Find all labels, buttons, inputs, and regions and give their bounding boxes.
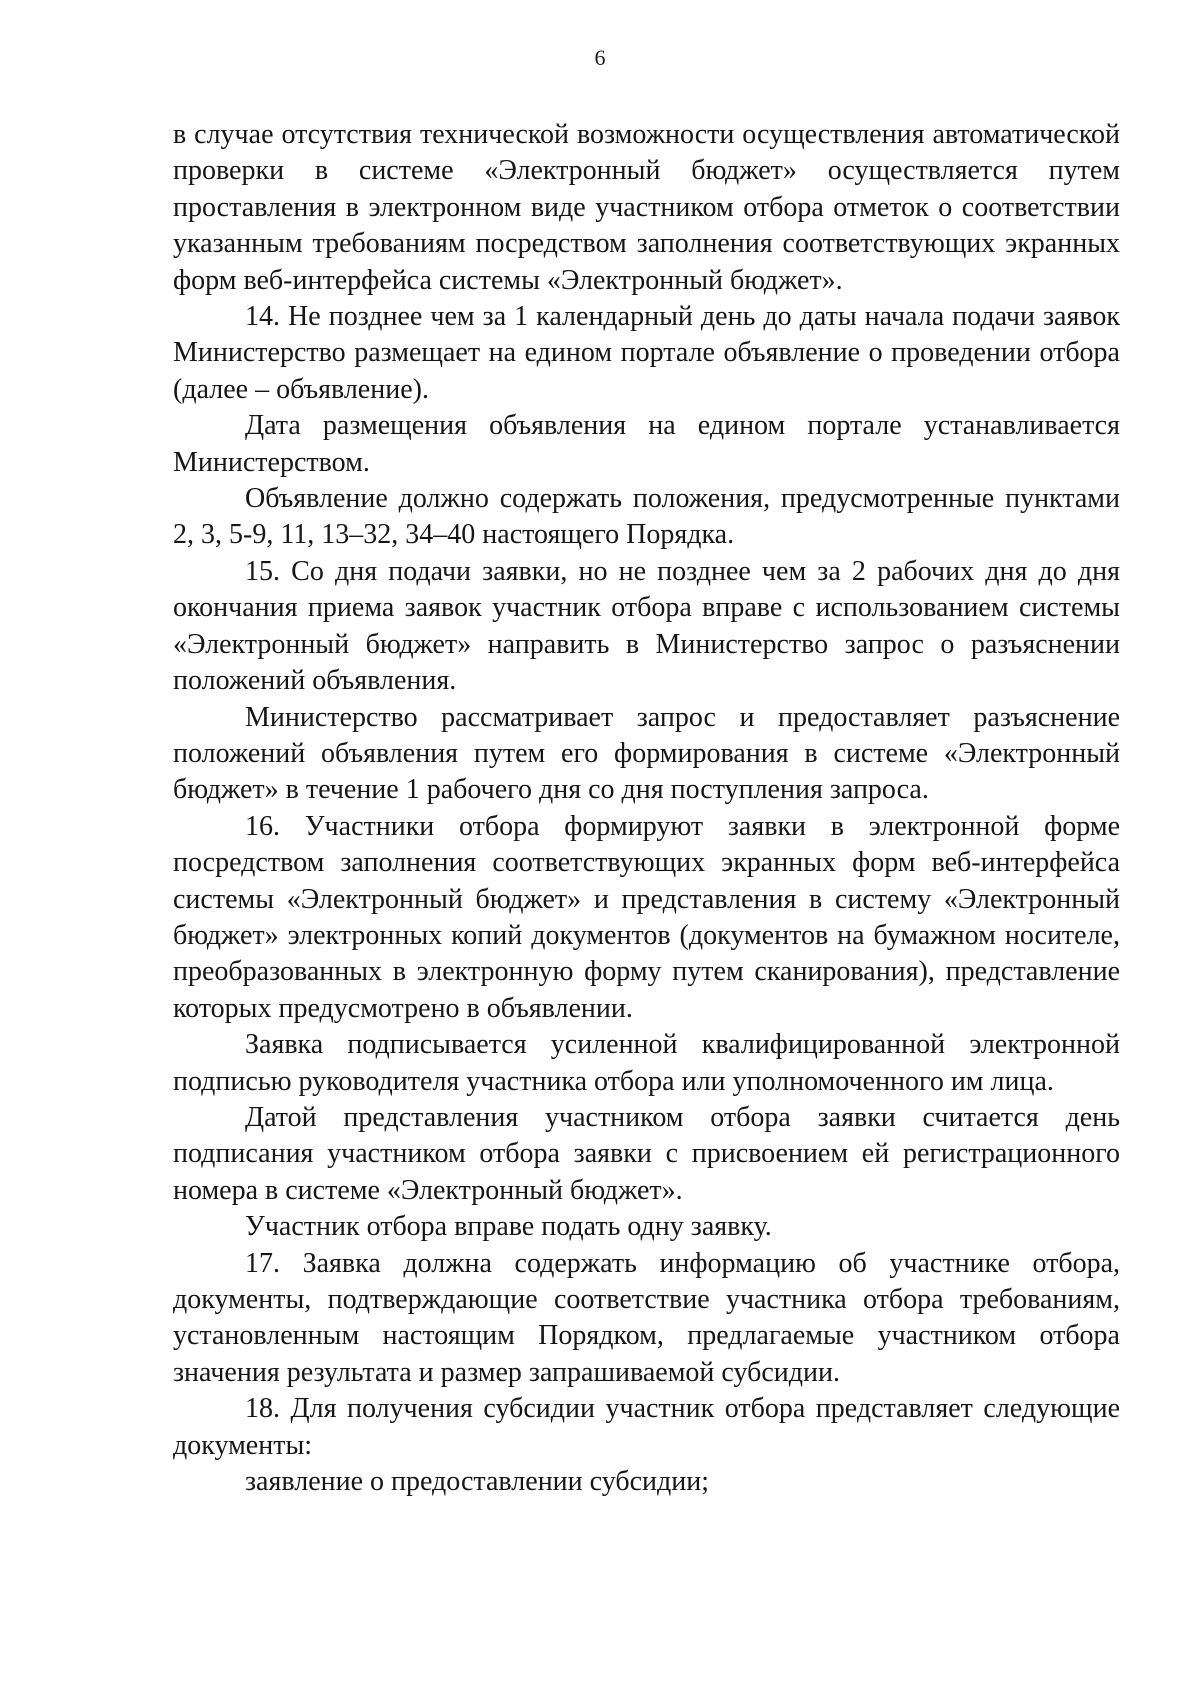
paragraph-one-application: Участник отбора вправе подать одну заявку.	[245, 1211, 772, 1243]
paragraph-item-17: 17. Заявка должна содержать информацию об участнике отбора, документы, подтверждающие соответствие участника отбора требованиям, установленным настоящим Порядком, предлагаемые участником отбора значения результата и размер запрашиваемой субсидии.	[173, 1247, 1120, 1388]
paragraph-item-15: 15. Со дня подачи заявки, но не позднее чем за 2 рабочих дня до дня окончания приема заявок участник отбора вправе с использованием системы «Электронный бюджет» направить в Министерство запрос о разъяснении положений объявления.	[173, 555, 1120, 697]
paragraph-announcement-content: Объявление должно содержать положения, предусмотренные пунктами 2, 3, 5-9, 11, 13–32, 34–40 настоящего Порядка.	[173, 483, 1120, 551]
paragraph-item-16: 16. Участники отбора формируют заявки в электронной форме посредством заполнения соответствующих экранных форм веб-интерфейса системы «Электронный бюджет» и представления в систему «Электронный бюджет» электронных копий документов (документов на бумажном носителе, преобразованных в электронную форму путем сканирования), представление которых предусмотрено в объявлении.	[173, 810, 1120, 1024]
paragraph-list-item-application: заявление о предоставлении субсидии;	[245, 1466, 709, 1498]
paragraph-clarification: Министерство рассматривает запрос и предоставляет разъяснение положений объявления путем его формирования в системе «Электронный бюджет» в течение 1 рабочего дня со дня поступления запроса.	[173, 701, 1120, 806]
document-body	[173, 117, 1120, 1500]
page-number: 6	[594, 45, 606, 70]
paragraph-announcement-date: Дата размещения объявления на едином портале устанавливается Министерством.	[173, 410, 1120, 478]
paragraph-item-18: 18. Для получения субсидии участник отбора представляет следующие документы:	[173, 1393, 1120, 1461]
paragraph-submission-date: Датой представления участником отбора заявки считается день подписания участником отбора заявки с присвоением ей регистрационного номера в системе «Электронный бюджет».	[173, 1101, 1120, 1206]
paragraph-item-14: 14. Не позднее чем за 1 календарный день до даты начала подачи заявок Министерство размещает на едином портале объявление о проведении отбора (далее – объявление).	[173, 301, 1120, 405]
paragraph-signature: Заявка подписывается усиленной квалифицированной электронной подписью руководителя участника отбора или уполномоченного им лица.	[173, 1029, 1120, 1097]
paragraph-continuation: в случае отсутствия технической возможности осуществления автоматической проверки в системе «Электронный бюджет» осуществляется путем проставления в электронном виде участником отбора отметок о соответствии указанным требованиям посредством заполнения соответствующих экранных форм веб-интерфейса системы «Электронный бюджет».	[173, 119, 1120, 296]
